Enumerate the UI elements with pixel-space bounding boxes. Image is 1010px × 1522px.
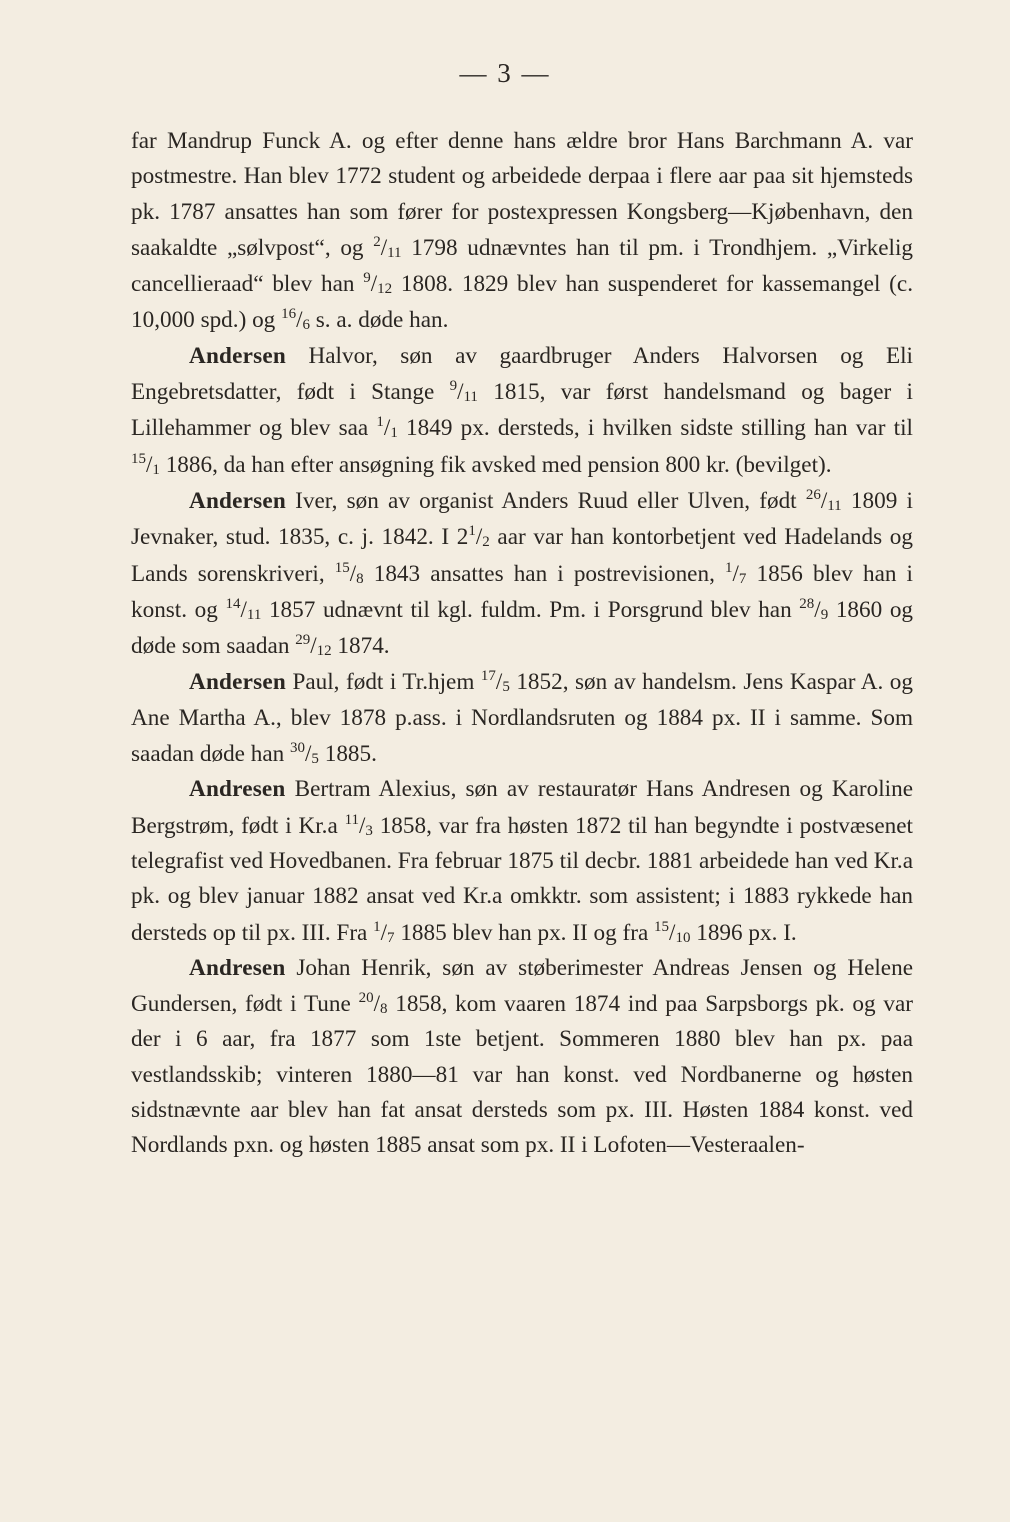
text-run: Halvor, søn av gaardbruger Anders Halvorsen og Eli Engebretsdatter, født i Stange xyxy=(131,342,913,406)
fraction-denominator: 2 xyxy=(482,534,490,551)
entry-andersen-halvor xyxy=(131,339,913,483)
fraction-numerator: 15 xyxy=(131,450,146,467)
entry-surname: Andresen xyxy=(189,776,286,803)
fraction-denominator: 5 xyxy=(502,679,510,696)
fraction-numerator: 17 xyxy=(480,668,496,685)
text-run: 1808. 1829 blev han suspenderet for kassemangel (c. 10,000 spd.) og xyxy=(131,271,913,334)
fraction-numerator: 2 xyxy=(373,233,381,250)
fraction-denominator: 12 xyxy=(377,281,393,298)
text-run: 1857 udnævnt til kgl. fuldm. Pm. i Porsgrund blev han xyxy=(261,596,800,623)
fraction-numerator: 9 xyxy=(449,378,458,395)
fraction-numerator: 11 xyxy=(344,811,360,828)
fraction-numerator: 1 xyxy=(373,918,381,935)
text-run: 1856 blev han i konst. og xyxy=(131,560,913,623)
entry-andresen-bertram xyxy=(131,772,913,950)
fraction-numerator: 14 xyxy=(225,595,241,612)
fraction-denominator: 3 xyxy=(365,822,373,839)
fraction-numerator: 15 xyxy=(334,559,350,576)
date-fraction: $^1/_2$ xyxy=(468,523,490,551)
date-fraction: $^1/_7$ xyxy=(724,559,747,587)
fraction-denominator: 7 xyxy=(387,929,395,946)
text-run: Iver, søn av organist Anders Ruud eller Ulven, født xyxy=(285,487,806,514)
fraction-numerator: 26 xyxy=(805,486,821,503)
text-run: 1858, var fra høsten 1872 til han begyndte i postvæsenet telegrafist ved Hovedbanen. Fra februar 1875 til decbr. 1881 arbeidede han ved Kr.a pk. og blev januar 1882 ansat ved Kr.a omkktr. som assistent; i 1883 rykkede han dersteds op til px. III. Fra xyxy=(131,812,913,946)
date-fraction: $^1/_1$ xyxy=(376,414,398,442)
fraction-denominator: 1 xyxy=(390,425,398,442)
entry-andersen-paul xyxy=(131,664,913,772)
fraction-numerator: 15 xyxy=(654,918,670,935)
fraction-numerator: 30 xyxy=(290,740,306,757)
fraction-denominator: 11 xyxy=(827,497,842,514)
fraction-numerator: 20 xyxy=(358,990,374,1007)
date-fraction: $^{30}/_5$ xyxy=(290,740,319,768)
text-run: 1858, kom vaaren 1874 ind paa Sarpsborgs pk. og var der i 6 aar, fra 1877 som 1ste betjent. Sommeren 1880 blev han px. paa vestlandsskib; vinteren 1880—81 var han konst. ved Nordbanerne og høsten sidstnævnte aar blev han fat ansat dersteds som px. III. Høsten 1884 konst. ved Nordlands pxn. og høsten 1885 ansat som px. II i Lofoten—Vesteraalen- xyxy=(131,991,913,1159)
text-run: 1815, var først handelsmand og bager i Lillehammer og blev saa xyxy=(131,379,913,442)
text-run: 1885 blev han px. II og fra xyxy=(394,919,655,946)
date-fraction: $^{29}/_{12}$ xyxy=(295,632,332,660)
fraction-numerator: 29 xyxy=(295,632,311,649)
entry-surname: Andersen xyxy=(189,342,286,369)
date-fraction: $^{15}/_{10}$ xyxy=(654,918,691,946)
date-fraction: $^2/_{11}$ xyxy=(373,233,402,261)
text-run: 1852, søn av handelsm. Jens Kaspar A. og Ane Martha A., blev 1878 p.ass. i Nordlandsruten og 1884 px. II i samme. Som saadan døde han xyxy=(131,669,913,768)
fraction-denominator: 5 xyxy=(311,751,319,768)
body-text xyxy=(131,124,913,1164)
text-run: 1843 ansattes han i postrevisionen, xyxy=(363,560,725,587)
fraction-denominator: 11 xyxy=(387,244,402,261)
text-run: s. a. døde han. xyxy=(309,307,449,334)
date-fraction: $^{11}/_3$ xyxy=(344,811,373,839)
fraction-denominator: 11 xyxy=(463,389,478,406)
text-run: far Mandrup Funck A. og efter denne hans ældre bror Hans Barchmann A. var postmestre. Han blev 1772 student og arbeidede derpaa i flere aar paa sit hjemsteds pk. 1787 ansattes han som fører for postexpressen Kongsberg—Kjøbenhavn, den saakaldte „sølvpost“, og xyxy=(131,128,913,261)
fraction-denominator: 7 xyxy=(738,570,747,587)
fraction-denominator: 1 xyxy=(152,461,160,478)
fraction-denominator: 6 xyxy=(302,317,310,334)
fraction-numerator: 1 xyxy=(468,523,476,540)
fraction-denominator: 11 xyxy=(246,606,262,623)
page-number: — 3 — xyxy=(459,58,551,88)
fraction-numerator: 16 xyxy=(281,306,297,323)
text-run: 1885. xyxy=(318,741,377,768)
fraction-denominator: 8 xyxy=(379,1001,388,1018)
date-fraction: $^{20}/_8$ xyxy=(358,990,388,1018)
date-fraction: $^{16}/_6$ xyxy=(281,306,310,334)
date-fraction: $^9/_{11}$ xyxy=(449,378,478,406)
text-run: 1886, da han efter ansøgning fik avsked med pension 800 kr. (bevilget). xyxy=(159,451,832,478)
date-fraction: $^{26}/_{11}$ xyxy=(805,486,842,514)
fraction-numerator: 9 xyxy=(363,270,371,287)
text-run: Bertram Alexius, søn av restauratør Hans Andresen og Karoline Bergstrøm, født i Kr.a xyxy=(131,776,913,839)
entry-andersen-iver xyxy=(131,483,913,664)
date-fraction: $^9/_{12}$ xyxy=(363,270,393,298)
date-fraction: $^{28}/_9$ xyxy=(799,595,829,623)
fraction-denominator: 9 xyxy=(820,606,829,623)
fraction-numerator: 28 xyxy=(799,595,815,612)
fraction-numerator: 1 xyxy=(724,559,733,576)
date-fraction: $^1/_7$ xyxy=(373,918,395,946)
text-run: 1798 udnævntes han til pm. i Trondhjem. „Virkelig cancellieraad“ blev han xyxy=(131,234,913,298)
text-run: 1874. xyxy=(331,633,390,660)
text-run: aar var han kontorbetjent ved Hadelands og Lands sorenskriveri, xyxy=(131,524,913,587)
fraction-numerator: 1 xyxy=(376,414,384,431)
date-fraction: $^{15}/_8$ xyxy=(334,559,364,587)
text-run: 1809 i Jevnaker, stud. 1835, c. j. 1842. I 2 xyxy=(131,487,913,551)
date-fraction: $^{15}/_1$ xyxy=(131,450,160,478)
text-run: 1896 px. I. xyxy=(690,919,797,946)
text-run: Paul, født i Tr.hjem xyxy=(285,669,481,696)
entry-surname: Andersen xyxy=(189,669,286,696)
text-run: Johan Henrik, søn av støberimester Andreas Jensen og Helene Gundersen, født i Tune xyxy=(131,954,913,1018)
entry-andresen-johan xyxy=(131,951,913,1164)
fraction-denominator: 12 xyxy=(316,643,332,660)
text-run: 1860 og døde som saadan xyxy=(131,596,913,660)
entry-surname: Andresen xyxy=(189,954,286,981)
fraction-denominator: 10 xyxy=(675,929,691,946)
date-fraction: $^{14}/_{11}$ xyxy=(225,595,262,623)
fraction-denominator: 8 xyxy=(356,570,364,587)
text-run: 1849 px. dersteds, i hvilken sidste stilling han var til xyxy=(397,415,913,442)
continuation-paragraph xyxy=(131,124,913,339)
entry-surname: Andersen xyxy=(189,487,286,514)
date-fraction: $^{17}/_5$ xyxy=(480,668,510,696)
